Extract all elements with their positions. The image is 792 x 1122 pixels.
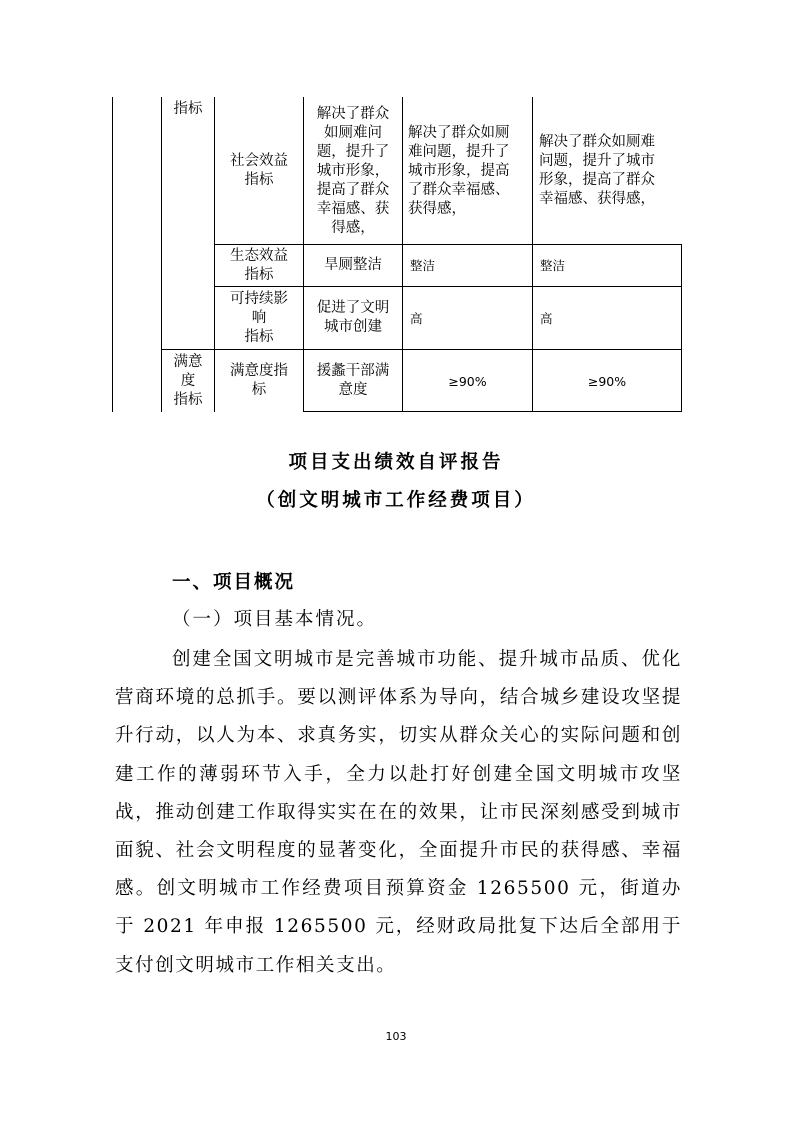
indicator-content: 解决了群众 如厕难问 题，提升了 城市形象， 提高了群众 幸福感、获 得感， bbox=[316, 105, 390, 236]
indicator-category: 满意 度 指标 bbox=[173, 353, 203, 408]
report-subtitle: （创文明城市工作经费项目） bbox=[256, 490, 536, 511]
table-border-right bbox=[681, 244, 682, 412]
indicator-name: 生态效益 指标 bbox=[230, 247, 288, 283]
section-heading: 一、项目概况 bbox=[172, 572, 296, 593]
indicator-group-label: 指标 bbox=[173, 100, 203, 117]
indicator-actual: ≥90% bbox=[587, 373, 627, 389]
indicator-name: 可持续影 响 指标 bbox=[230, 290, 288, 345]
indicator-actual: 高 bbox=[540, 310, 553, 326]
indicator-content: 旱厕整洁 bbox=[324, 257, 382, 273]
subsection-heading: （一）项目基本情况。 bbox=[172, 609, 378, 630]
indicator-target: 解决了群众如厕 难问题，提升了 城市形象，提高 了群众幸福感、 获得感， bbox=[408, 124, 510, 217]
indicator-name: 满意度指 标 bbox=[230, 363, 288, 398]
table-border-left bbox=[112, 97, 113, 412]
indicator-actual: 解决了群众如厕难 问题，提升了城市 形象，提高了群众 幸福感、获得感， bbox=[539, 134, 655, 207]
body-paragraph: 创建全国文明城市是完善城市功能、提升城市品质、优化营商环境的总抓手。要以测评体系为导向，结合城乡建设攻坚提升行动，以人为本、求真务实，切实从群众关心的实际问题和创建工作的薄弱环节入手，全力以赴打好创建全国文明城市攻坚战，推动创建工作取得实实在在的效果，让市民深刻感受到城市面貌、社会文明程度的显著变化，全面提升市民的获得感、幸福感。创文明城市工作经费项目预算资金 1265500 元，街道办于 2021 年申报 1265500 元，经财政局批复下达后全部用于支付创文明城市工作相关支出。 bbox=[115, 649, 682, 976]
report-title: 项目支出绩效自评报告 bbox=[288, 452, 504, 473]
indicator-content: 促进了文明 城市创建 bbox=[316, 300, 390, 335]
indicator-target: 高 bbox=[410, 310, 423, 326]
page-number: 103 bbox=[385, 1030, 407, 1043]
indicator-target: 整洁 bbox=[410, 258, 436, 273]
indicator-name: 社会效益 指标 bbox=[230, 153, 288, 188]
indicator-target: ≥90% bbox=[448, 373, 487, 389]
performance-indicator-table bbox=[0, 0, 792, 420]
indicator-actual: 整洁 bbox=[540, 258, 566, 273]
indicator-content: 援蠡干部满 意度 bbox=[316, 363, 390, 398]
